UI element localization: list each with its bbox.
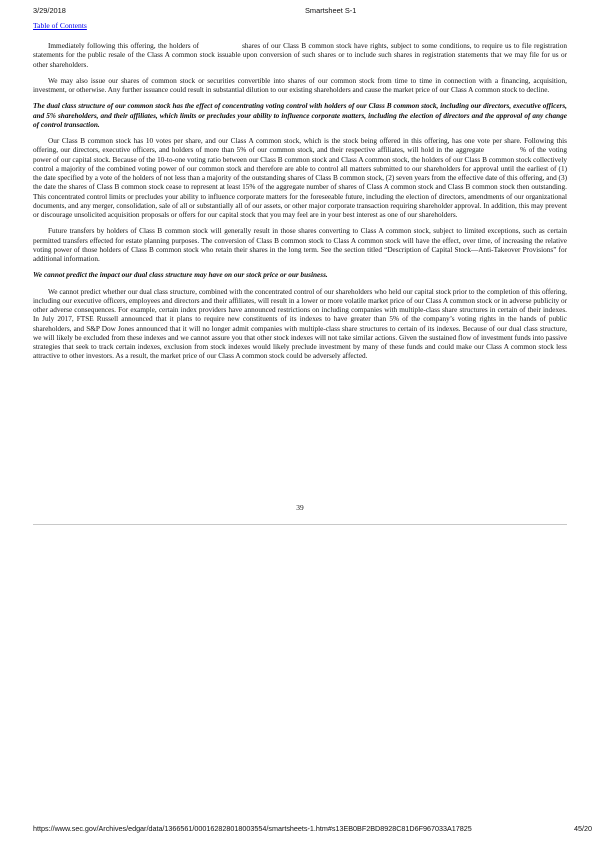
risk-factor-heading-dual-class: The dual class structure of our common stock has the effect of concentrating voting control with holders of our Class B common stock, including our directors, executive officers, and 5% shareholders, and their affiliates, which limits or precludes your ability to influence corporate matters, including the election of directors and the approval of any change of control transaction. bbox=[33, 102, 567, 129]
print-date: 3/29/2018 bbox=[33, 6, 66, 15]
footer-url: https://www.sec.gov/Archives/edgar/data/1366561/000162828018003554/smartsheets-1.htm#s13EB0BF2BD8928C81D6F967033A17825 bbox=[33, 824, 472, 833]
paragraph-dilution: We may also issue our shares of common stock or securities convertible into shares of our common stock from time to time in connection with a financing, acquisition, investment, or otherwise. Any further issuance could result in substantial dilution to our existing shareholders and cause the market price of our Class A common stock to decline. bbox=[33, 76, 567, 94]
table-of-contents-link[interactable]: Table of Contents bbox=[33, 21, 87, 30]
paragraph-text: shares of our Class B common stock have rights, subject to some conditions, to require us to file registration statements for the public resale of the Class A common stock issuable upon conversion of such shares or to include such shares in registration statements that we may file for us or other shareholders. bbox=[33, 42, 567, 69]
paragraph-registration-rights bbox=[33, 42, 567, 70]
document-body bbox=[33, 42, 567, 369]
paragraph-text: Our Class B common stock has 10 votes per share, and our Class A common stock, which is the stock being offered in this offering, has one vote per share. Following this offering, our directors, executive officers, and holders of more than 5% of our common stock, and their respective affiliates, will hold in the aggregate bbox=[33, 137, 567, 155]
risk-factor-heading-stock-price: We cannot predict the impact our dual class structure may have on our stock price or our business. bbox=[33, 271, 328, 280]
paragraph-future-transfers: Future transfers by holders of Class B common stock will generally result in those shares converting to Class A common stock, subject to limited exceptions, such as certain permitted transfers effected for estate planning purposes. The conversion of Class B common stock to Class A common stock will have the effect, over time, of increasing the relative voting power of those holders of Class B common stock who retain their shares in the long term. See the section titled “Description of Capital Stock—Anti-Takeover Provisions” for additional information. bbox=[33, 227, 567, 263]
print-header bbox=[33, 6, 567, 18]
page-divider bbox=[33, 524, 567, 525]
print-title: Smartsheet S-1 bbox=[305, 6, 357, 15]
paragraph-text: Immediately following this offering, the holders of bbox=[48, 42, 200, 50]
paragraph-index-exclusion: We cannot predict whether our dual class structure, combined with the concentrated control of our shareholders who held our capital stock prior to the completion of this offering, including our executive officers, employees and directors and their affiliates, will result in a lower or more volatile market price of our Class A common stock or in adverse publicity or other adverse consequences. For example, certain index providers have announced restrictions on including companies with multiple-class share structures in certain of their indexes. In July 2017, FTSE Russell announced that it plans to require new constituents of its indexes to have greater than 5% of the company’s voting rights in the hands of public shareholders, and S&P Dow Jones announced that it will no longer admit companies with multiple-class share structures to certain of its indexes. Because of our dual class structure, we will likely be excluded from these indexes and we cannot assure you that other stock indexes will not take similar actions. Given the sustained flow of investment funds into passive strategies that seek to track certain indexes, exclusion from stock indexes would likely preclude investment by many of these funds and could make our Class A common stock less attractive to other investors. As a result, the market price of our Class A common stock could be adversely affected. bbox=[33, 287, 567, 361]
footer-page-count: 45/20 bbox=[574, 824, 592, 833]
paragraph-text: % of the voting power of our capital stock. Because of the 10-to-one voting ratio between our Class B common stock and Class A common stock, the holders of our Class B common stock collectively control a majority of the combined voting power of our common stock and therefore are able to control all matters submitted to our shareholders for approval until the earliest of (1) the date specified by a vote of the holders of not less than a majority of the outstanding shares of Class B common stock, (2) seven years from the effective date of this offering, and (3) the date the shares of Class B common stock cease to represent at least 15% of the aggregate number of shares of Class A common stock and Class B common stock then outstanding. This concentrated control limits or precludes your ability to influence corporate matters for the foreseeable future, including the election of directors, amendments of our organizational documents, and any merger, consolidation, sale of all or substantially all of our assets, or other major corporate transaction requiring shareholder approval. In addition, this may prevent or discourage unsolicited acquisition proposals or offers for our capital stock that you may feel are in your best interest as one of our shareholders. bbox=[33, 146, 568, 219]
page-number: 39 bbox=[296, 503, 304, 512]
print-footer bbox=[33, 824, 592, 836]
paragraph-voting-power bbox=[33, 137, 567, 220]
